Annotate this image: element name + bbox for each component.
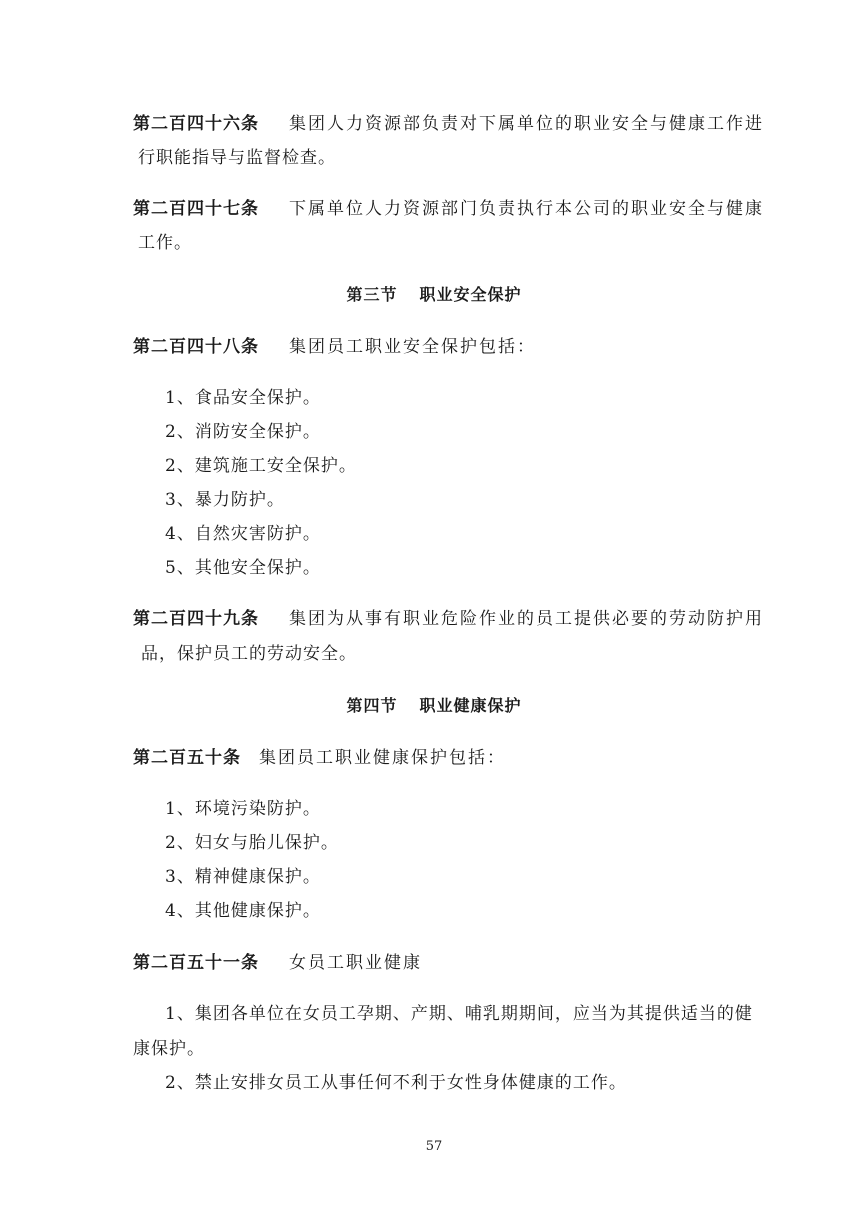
section-4-title: 职业健康保护 <box>419 696 522 715</box>
section-4-heading <box>0 695 868 717</box>
article-246-text: 集团人力资源部负责对下属单位的职业安全与健康工作进 <box>289 114 764 134</box>
list-item: 2、妇女与胎儿保护。 <box>165 833 339 853</box>
women-item-2: 2、禁止安排女员工从事任何不利于女性身体健康的工作。 <box>165 1073 627 1093</box>
article-246-label: 第二百四十六条 <box>133 114 259 134</box>
section-4-number: 第四节 <box>346 696 398 715</box>
article-247-line-2: 工作。 <box>138 233 192 253</box>
list-item: 3、精神健康保护。 <box>165 867 321 887</box>
article-251-line-1 <box>133 952 422 974</box>
list-item: 1、环境污染防护。 <box>165 799 321 819</box>
article-251-label: 第二百五十一条 <box>133 953 259 973</box>
article-249-text: 集团为从事有职业危险作业的员工提供必要的劳动防护用 <box>289 609 764 629</box>
article-250-text: 集团员工职业健康保护包括： <box>259 748 506 768</box>
women-item-1-line-1: 1、集团各单位在女员工孕期、产期、哺乳期期间，应当为其提供适当的健 <box>165 1004 753 1024</box>
article-249-line-2: 品，保护员工的劳动安全。 <box>141 644 357 664</box>
article-248-text: 集团员工职业安全保护包括： <box>289 337 536 357</box>
women-item-1-line-2: 康保护。 <box>133 1039 205 1059</box>
article-249-line-1 <box>133 608 764 630</box>
section-3-heading <box>0 284 868 306</box>
article-248-label: 第二百四十八条 <box>133 337 259 357</box>
article-251-text: 女员工职业健康 <box>289 953 422 973</box>
article-250-label: 第二百五十条 <box>133 748 241 768</box>
article-247-label: 第二百四十七条 <box>133 199 259 219</box>
article-249-label: 第二百四十九条 <box>133 609 259 629</box>
list-item: 1、食品安全保护。 <box>165 388 321 408</box>
article-246-line-1 <box>133 113 764 135</box>
article-247-line-1 <box>133 198 764 220</box>
list-item: 4、其他健康保护。 <box>165 901 321 921</box>
article-248-line-1 <box>133 336 536 358</box>
article-246-line-2: 行职能指导与监督检查。 <box>138 148 336 168</box>
article-247-text: 下属单位人力资源部门负责执行本公司的职业安全与健康 <box>289 199 764 219</box>
list-item: 2、消防安全保护。 <box>165 422 321 442</box>
list-item: 4、自然灾害防护。 <box>165 524 321 544</box>
section-3-title: 职业安全保护 <box>419 285 522 304</box>
list-item: 2、建筑施工安全保护。 <box>165 456 357 476</box>
list-item: 3、暴力防护。 <box>165 490 285 510</box>
list-item: 5、其他安全保护。 <box>165 558 321 578</box>
article-250-line-1 <box>133 747 506 769</box>
section-3-number: 第三节 <box>346 285 398 304</box>
page-number: 57 <box>425 1139 443 1154</box>
